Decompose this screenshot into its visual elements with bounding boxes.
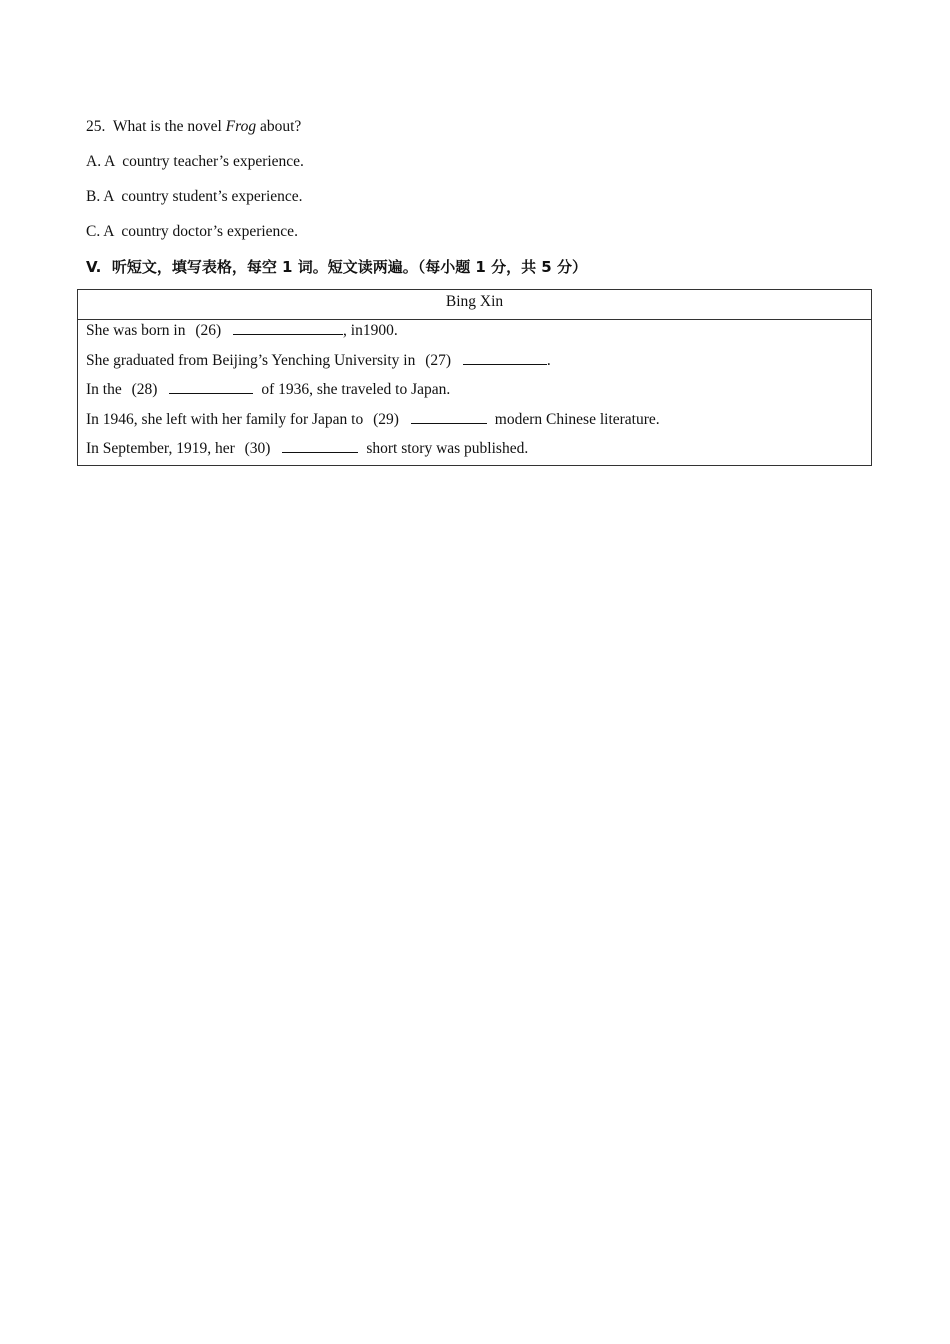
option-b-label: B. (86, 188, 101, 205)
row-text-after: of 1936, she traveled to Japan. (261, 381, 451, 398)
row-text-before: She graduated from Beijing’s Yenching University in (86, 351, 416, 369)
answer-blank-29[interactable] (411, 409, 487, 424)
option-b[interactable] (86, 187, 303, 207)
answer-blank-30[interactable] (282, 438, 358, 453)
row-text-before: She was born in (86, 322, 186, 339)
option-a[interactable] (86, 152, 304, 172)
table-title: Bing Xin (78, 290, 871, 320)
option-c[interactable] (86, 222, 298, 242)
option-c-text: A country doctor’s experience. (103, 223, 298, 240)
fill-in-table (77, 289, 872, 466)
row-text-before: In 1946, she left with her family for Japan to (86, 410, 364, 428)
question-number: 25. (86, 118, 106, 135)
row-text-before: In September, 1919, her (86, 440, 235, 457)
blank-number: (28) (131, 381, 158, 398)
row-text-after: . (546, 351, 551, 369)
row-text-after: modern Chinese literature. (494, 410, 660, 428)
novel-title: Frog (225, 118, 257, 135)
answer-blank-26[interactable] (233, 320, 343, 335)
question-text-before: What is the novel (112, 118, 222, 135)
option-c-label: C. (86, 223, 101, 240)
blank-number: (30) (244, 440, 271, 457)
table-body (78, 320, 871, 468)
row-text-before: In the (86, 381, 122, 398)
option-a-text: A country teacher’s experience. (104, 153, 304, 170)
option-b-text: A country student’s experience. (103, 188, 303, 205)
row-text-after: short story was published. (366, 440, 529, 457)
section-v-heading: V. 听短文，填写表格，每空 1 词。短文读两遍。（每小题 1 分，共 5 分） (86, 258, 587, 276)
answer-blank-28[interactable] (169, 379, 253, 394)
question-text-after: about? (259, 118, 302, 135)
row-text-after: , in1900. (343, 322, 398, 339)
table-row (86, 438, 871, 468)
question-25-title (86, 117, 301, 137)
table-row (86, 350, 871, 380)
answer-blank-27[interactable] (463, 350, 547, 365)
table-row (86, 379, 871, 409)
blank-number: (27) (425, 351, 452, 369)
blank-number: (26) (195, 322, 222, 339)
blank-number: (29) (373, 410, 399, 428)
table-row (86, 409, 871, 439)
table-row (86, 320, 871, 350)
option-a-label: A. (86, 153, 102, 170)
